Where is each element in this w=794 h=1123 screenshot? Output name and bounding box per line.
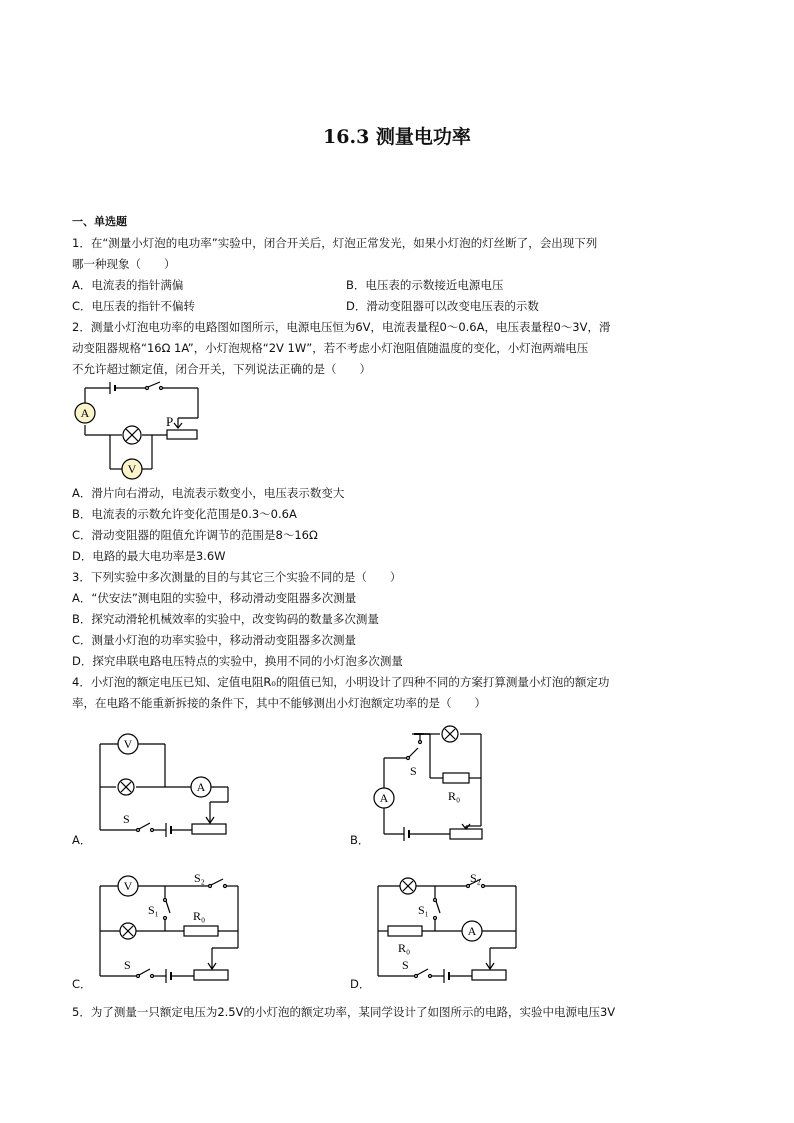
q2-option-c: C．滑动变阻器的阻值允许调节的范围是8～16Ω: [72, 528, 318, 542]
q1-option-b: B．电压表的示数接近电源电压: [346, 278, 504, 292]
q1-stem-line1: 1．在“测量小灯泡的电功率”实验中，闭合开关后，灯泡正常发光，如果小灯泡的灯丝断了，会出现下列: [72, 236, 598, 250]
q4-label-d: D．: [350, 977, 371, 991]
q4-circuit-c: [90, 868, 250, 986]
q2-stem-line2: 动变阻器规格“16Ω 1A”，小灯泡规格“2V 1W”，若不考虑小灯泡阻值随温度的变化，小灯泡两端电压: [72, 341, 589, 355]
q4d-resistor-label: R₀: [398, 941, 411, 955]
q4d-ammeter-label: A: [467, 924, 477, 938]
q4-circuit-a: [90, 730, 240, 842]
q4a-switch-label: S: [123, 812, 130, 826]
q4c-switch-label: S: [124, 958, 131, 972]
page-title: 16.3 测量电功率: [323, 126, 471, 148]
q2-circuit-diagram: [70, 380, 210, 482]
q4d-switch-label: S: [402, 958, 409, 972]
q2-stem-line1: 2．测量小灯泡电功率的电路图如图所示，电源电压恒为6V，电流表量程0～0.6A，电压表量程0～3V，滑: [72, 320, 611, 334]
q5-stem-line1: 5．为了测量一只额定电压为2.5V的小灯泡的额定功率，某同学设计了如图所示的电路，实验中电源电压3V: [72, 1005, 616, 1019]
q2-option-d: D．电路的最大电功率是3.6W: [72, 549, 226, 563]
q3-option-a: A．“伏安法”测电阻的实验中，移动滑动变阻器多次测量: [72, 591, 357, 605]
q4a-ammeter-label: A: [196, 780, 206, 794]
q3-option-b: B．探究动滑轮机械效率的实验中，改变钩码的数量多次测量: [72, 612, 379, 626]
q4c-voltmeter-label: V: [123, 879, 133, 893]
q3-option-c: C．测量小灯泡的功率实验中，移动滑动变阻器多次测量: [72, 633, 357, 647]
q1-option-c: C．电压表的指针不偏转: [72, 299, 196, 313]
q2-stem-line3: 不允许超过额定值，闭合开关，下列说法正确的是（ ）: [72, 362, 371, 376]
q1-stem-line2: 哪一种现象（ ）: [72, 257, 176, 271]
q4c-switch1-label: S₁: [148, 903, 159, 917]
q4c-switch2-label: S₂: [194, 871, 205, 885]
q4c-resistor-label: R₀: [193, 909, 206, 923]
q4-stem-line1: 4．小灯泡的额定电压已知、定值电阻R₀的阻值已知，小明设计了四种不同的方案打算测量小灯泡的额定功: [72, 675, 610, 689]
q2-slider-label: P: [166, 414, 174, 429]
q2-option-b: B．电流表的示数允许变化范围是0.3～0.6A: [72, 507, 297, 521]
section-heading: 一、单选题: [72, 215, 127, 228]
q4-circuit-b: [368, 722, 518, 842]
q4-label-a: A．: [72, 833, 92, 847]
q3-stem: 3．下列实验中多次测量的目的与其它三个实验不同的是（ ）: [72, 570, 402, 584]
q4d-switch2-label: S₂: [470, 871, 481, 885]
q1-option-d: D．滑动变阻器可以改变电压表的示数: [346, 299, 539, 313]
q4-circuit-d: [368, 868, 528, 986]
q3-option-d: D．探究串联电路电压特点的实验中，换用不同的小灯泡多次测量: [72, 654, 403, 668]
q2-ammeter-label: A: [80, 406, 90, 420]
q1-option-a: A．电流表的指针满偏: [72, 278, 184, 292]
q4b-ammeter-label: A: [379, 791, 389, 805]
q4d-switch1-label: S₁: [418, 903, 429, 917]
q4b-resistor-label: R₀: [448, 789, 461, 803]
q4a-voltmeter-label: V: [123, 737, 133, 751]
q2-voltmeter-label: V: [127, 462, 137, 476]
q4-label-b: B．: [350, 833, 370, 847]
q4-stem-line2: 率，在电路不能重新拆接的条件下，其中不能够测出小灯泡额定功率的是（ ）: [72, 696, 486, 710]
q2-option-a: A．滑片向右滑动，电流表示数变小，电压表示数变大: [72, 486, 345, 500]
q4b-switch-label: S: [410, 764, 417, 778]
q4-label-c: C．: [72, 977, 92, 991]
